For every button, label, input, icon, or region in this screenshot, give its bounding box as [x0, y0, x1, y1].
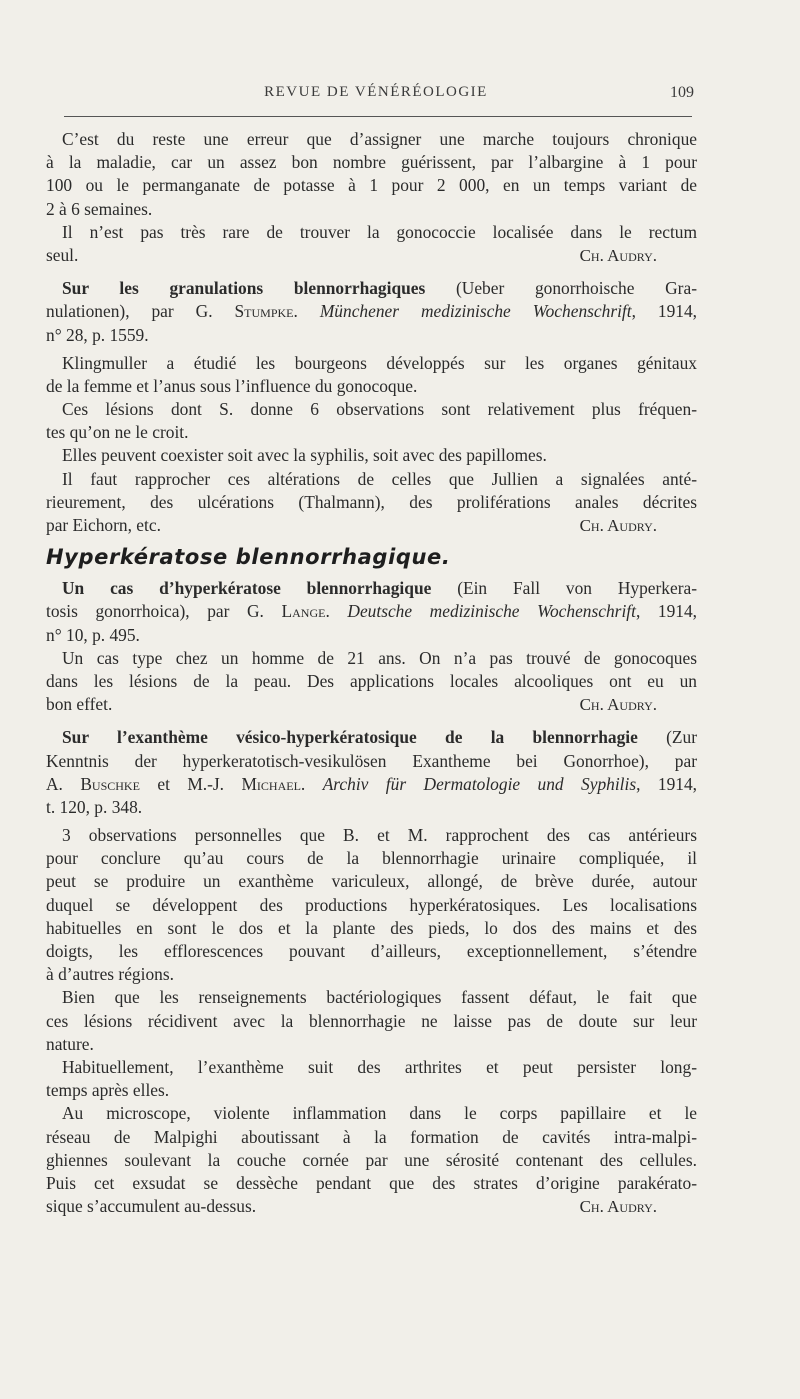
- text-line: tes qu’on ne le croit.: [46, 422, 189, 443]
- reference-text: , 1914,: [636, 773, 697, 794]
- article-entry: [46, 726, 697, 1218]
- article-title-line: [46, 577, 697, 600]
- reference-text: .: [325, 601, 348, 622]
- text-line: Il n’est pas très rare de trouver la gonococcie localisée dans le rectum: [62, 221, 697, 242]
- page-body: [46, 128, 697, 1218]
- reference-line: t. 120, p. 348.: [46, 796, 143, 817]
- reference-line: n° 28, p. 1559.: [46, 324, 149, 345]
- reference-line: [46, 773, 697, 796]
- text-line: de la femme et l’anus sous l’influence du gonocoque.: [46, 375, 418, 396]
- reference-line: [46, 600, 697, 623]
- text-line: peut se produire un exanthème variculeux, allongé, de brève durée, autour: [46, 871, 697, 892]
- article-title-line: [46, 726, 697, 749]
- text-line: 3 observations personnelles que B. et M. rapprochent des cas antérieurs: [62, 825, 697, 846]
- paragraph: [46, 128, 697, 221]
- running-title: REVUE DE VÉNÉRÉOLOGIE: [264, 84, 488, 100]
- text-line: doigts, les efflorescences pouvant d’ailleurs, exceptionnellement, s’étendre: [46, 941, 697, 961]
- author-signature: Ch. Audry.: [579, 245, 657, 265]
- spacer: [46, 267, 697, 277]
- text-line: pour conclure qu’au cours de la blennorrhagie urinaire compliquée, il: [46, 848, 697, 869]
- author-signature: Ch. Audry.: [579, 695, 657, 715]
- reference-line: n° 10, p. 495.: [46, 624, 140, 645]
- text-line: ces lésions récidivent avec la blennorrhagie ne laisse pas de doute sur leur: [46, 1010, 697, 1031]
- article-title: Un cas d’hyperkératose blennorrhagique: [62, 578, 432, 599]
- text-line: [46, 244, 697, 267]
- text-line: rieurement, des ulcérations (Thalmann), des proliférations anales décrites: [46, 491, 697, 512]
- reference-line: [46, 300, 697, 323]
- reference-text: (Ein Fall von Hyperkera-: [431, 578, 697, 599]
- text-line: Ces lésions dont S. donne 6 observations sont relativement plus fréquen-: [62, 399, 697, 420]
- reference-line: Kenntnis der hyperkeratotisch-vesikulösen Exantheme bei Gonorrhoe), par: [46, 750, 697, 771]
- text-line: temps après elles.: [46, 1080, 170, 1101]
- text-line: dans les lésions de la peau. Des applications locales alcooliques ont eu un: [46, 670, 697, 691]
- text-line: [46, 1195, 697, 1218]
- text-line: Puis cet exsudat se dessèche pendant que des strates d’origine parakérato-: [46, 1172, 697, 1193]
- header-rule: [64, 116, 692, 117]
- author-name: Buschke: [80, 773, 140, 794]
- journal-name: Münchener medizinische Wochenschrift: [319, 301, 632, 322]
- author-signature: Ch. Audry.: [579, 516, 657, 535]
- article-title: Sur l’exanthème vésico-hyperkératosique de la blennorrhagie: [62, 727, 638, 748]
- text-line: Au microscope, violente inflammation dans le corps papillaire et le: [62, 1103, 697, 1124]
- text-line: duquel se développent des productions hyperkératosiques. Les localisations: [46, 894, 697, 915]
- reference-text: , 1914,: [631, 301, 698, 322]
- text-line: habituelles en sont le dos et la plante des pieds, lo dos des mains et des: [46, 917, 697, 938]
- text-line: Elles peuvent coexister soit avec la syphilis, soit avec des papillomes.: [62, 445, 547, 466]
- reference-text: , 1914,: [635, 601, 698, 622]
- text-line-content: bon effet.: [46, 694, 113, 715]
- page-number: 109: [670, 84, 694, 101]
- reference-text: nulationen), par G.: [46, 301, 235, 322]
- text-line: Klingmuller a étudié les bourgeons développés sur les organes génitaux: [62, 352, 697, 373]
- text-line: Un cas type chez un homme de 21 ans. On n’a pas trouvé de gonocoques: [62, 647, 697, 668]
- text-line: [46, 514, 697, 537]
- spacer: [46, 716, 697, 726]
- text-line: nature.: [46, 1033, 94, 1054]
- running-head: [58, 80, 694, 108]
- text-line-content: seul.: [46, 244, 79, 265]
- text-line: 100 ou le permanganate de potasse à 1 pour 2 000, en un temps variant de: [46, 175, 697, 196]
- text-line: à la maladie, car un assez bon nombre guérissent, par l’albargine à 1 pour: [46, 152, 697, 173]
- text-line: C’est du reste une erreur que d’assigner une marche toujours chronique: [62, 129, 697, 149]
- reference-text: .: [300, 773, 323, 794]
- reference-text: A.: [46, 773, 81, 794]
- text-line: Habituellement, l’exanthème suit des arthrites et peut persister long-: [62, 1056, 697, 1077]
- paragraph: [46, 221, 697, 267]
- article-title: Sur les granulations blennorrhagiques: [62, 278, 426, 299]
- article-title-line: [46, 277, 697, 300]
- reference-text: .: [293, 301, 320, 322]
- text-line-content: par Eichorn, etc.: [46, 515, 161, 535]
- text-line: Il faut rapprocher ces altérations de celles que Jullien a signalées anté-: [62, 468, 697, 489]
- journal-name: Archiv für Dermatologie und Syphilis: [322, 773, 637, 794]
- text-line: ghiennes soulevant la couche cornée par une sérosité contenant des cellules.: [46, 1149, 697, 1170]
- author-name: Lange: [281, 601, 326, 622]
- journal-name: Deutsche medizinische Wochenschrift: [347, 601, 636, 622]
- reference-text: (Ueber gonorrhoische Gra-: [425, 278, 697, 299]
- text-line: à d’autres régions.: [46, 964, 174, 985]
- article-entry: [46, 277, 697, 537]
- text-line: [46, 693, 697, 716]
- text-line: réseau de Malpighi aboutissant à la formation de cavités intra-malpi-: [46, 1126, 697, 1147]
- text-line: Bien que les renseignements bactériologiques fassent défaut, le fait que: [62, 987, 697, 1008]
- reference-text: (Zur: [637, 727, 698, 748]
- text-line: 2 à 6 semaines.: [46, 198, 153, 219]
- author-name: Stumpke: [234, 301, 294, 322]
- section-heading: Hyperkératose blennorrhagique.: [46, 545, 451, 570]
- reference-text: tosis gonorrhoica), par G.: [46, 601, 282, 622]
- author-signature: Ch. Audry.: [579, 1197, 657, 1217]
- article-entry: [46, 577, 697, 716]
- reference-text: et M.-J.: [139, 773, 242, 794]
- author-name: Michael: [241, 773, 301, 794]
- text-line-content: sique s’accumulent au-dessus.: [46, 1196, 257, 1217]
